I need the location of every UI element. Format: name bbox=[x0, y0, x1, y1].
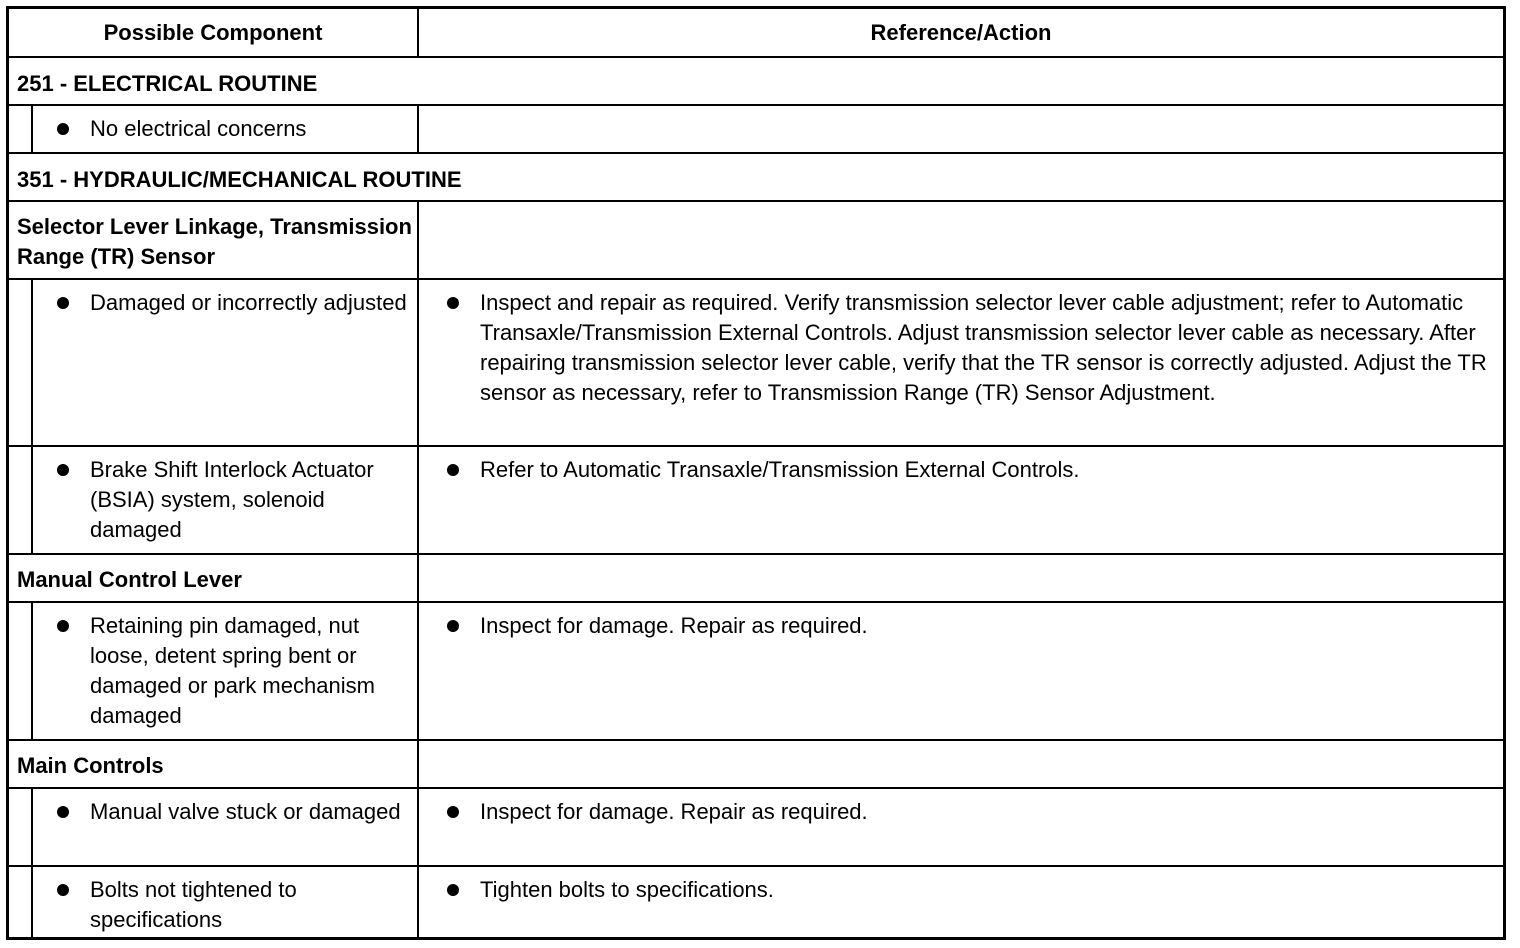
diagnosis-table bbox=[6, 6, 1506, 940]
group-row bbox=[9, 553, 1503, 601]
bullet-icon bbox=[447, 620, 459, 632]
section-title: 351 - HYDRAULIC/MECHANICAL ROUTINE bbox=[17, 167, 462, 192]
indent-rule bbox=[31, 280, 33, 445]
bullet-icon bbox=[57, 464, 69, 476]
table-row bbox=[9, 601, 1503, 739]
list-item bbox=[447, 797, 1487, 827]
group-title: Main Controls bbox=[9, 741, 419, 787]
table-row bbox=[9, 104, 1503, 152]
action-text: Inspect for damage. Repair as required. bbox=[480, 613, 868, 638]
action-cell bbox=[419, 106, 1503, 152]
list-item bbox=[447, 455, 1487, 485]
list-item bbox=[57, 611, 407, 731]
action-text: Refer to Automatic Transaxle/Transmission External Controls. bbox=[480, 457, 1080, 482]
list-item bbox=[57, 797, 407, 827]
bullet-icon bbox=[447, 884, 459, 896]
indent-rule bbox=[31, 789, 33, 865]
list-item bbox=[57, 455, 407, 545]
list-item bbox=[57, 875, 407, 935]
column-header-possible-component: Possible Component bbox=[9, 9, 419, 56]
section-title: 251 - ELECTRICAL ROUTINE bbox=[17, 71, 318, 96]
action-text: Inspect and repair as required. Verify transmission selector lever cable adjustment; refer to Automatic Transaxle/Transmission External Controls. Adjust transmission selector lever cable as necessary. After repairing transmission selector lever cable, verify that the TR sensor is correctly adjusted. Adjust the TR sensor as necessary, refer to Transmission Range (TR) Sensor Adjustment. bbox=[480, 290, 1487, 405]
table-row bbox=[9, 278, 1503, 445]
list-item bbox=[447, 875, 1487, 905]
bullet-icon bbox=[57, 297, 69, 309]
group-title: Manual Control Lever bbox=[9, 555, 419, 601]
bullet-icon bbox=[57, 123, 69, 135]
group-title: Selector Lever Linkage, Transmission Range (TR) Sensor bbox=[9, 202, 419, 278]
action-cell bbox=[419, 202, 1503, 278]
component-text: Bolts not tightened to specifications bbox=[90, 877, 297, 932]
indent-rule bbox=[31, 106, 33, 152]
component-text: Manual valve stuck or damaged bbox=[90, 799, 401, 824]
component-text: No electrical concerns bbox=[90, 116, 307, 141]
bullet-icon bbox=[447, 806, 459, 818]
action-cell bbox=[419, 555, 1503, 601]
list-item bbox=[447, 611, 1487, 641]
table-header-row bbox=[9, 9, 1503, 56]
table-row bbox=[9, 445, 1503, 553]
indent-rule bbox=[31, 867, 33, 937]
action-text: Tighten bolts to specifications. bbox=[480, 877, 774, 902]
bullet-icon bbox=[447, 297, 459, 309]
action-text: Inspect for damage. Repair as required. bbox=[480, 799, 868, 824]
column-header-reference-action: Reference/Action bbox=[870, 20, 1052, 45]
section-row-electrical bbox=[9, 56, 1503, 104]
group-row bbox=[9, 200, 1503, 278]
table-row bbox=[9, 865, 1503, 937]
bullet-icon bbox=[447, 464, 459, 476]
group-row bbox=[9, 739, 1503, 787]
component-text: Retaining pin damaged, nut loose, detent spring bent or damaged or park mechanism damaged bbox=[90, 613, 375, 728]
list-item bbox=[57, 288, 407, 318]
action-cell bbox=[419, 741, 1503, 787]
section-row-hydraulic bbox=[9, 152, 1503, 200]
component-text: Brake Shift Interlock Actuator (BSIA) system, solenoid damaged bbox=[90, 457, 374, 542]
component-text: Damaged or incorrectly adjusted bbox=[90, 290, 407, 315]
table-row bbox=[9, 787, 1503, 865]
indent-rule bbox=[31, 447, 33, 553]
list-item bbox=[447, 288, 1487, 408]
list-item bbox=[57, 114, 407, 144]
bullet-icon bbox=[57, 806, 69, 818]
bullet-icon bbox=[57, 620, 69, 632]
indent-rule bbox=[31, 603, 33, 739]
bullet-icon bbox=[57, 884, 69, 896]
